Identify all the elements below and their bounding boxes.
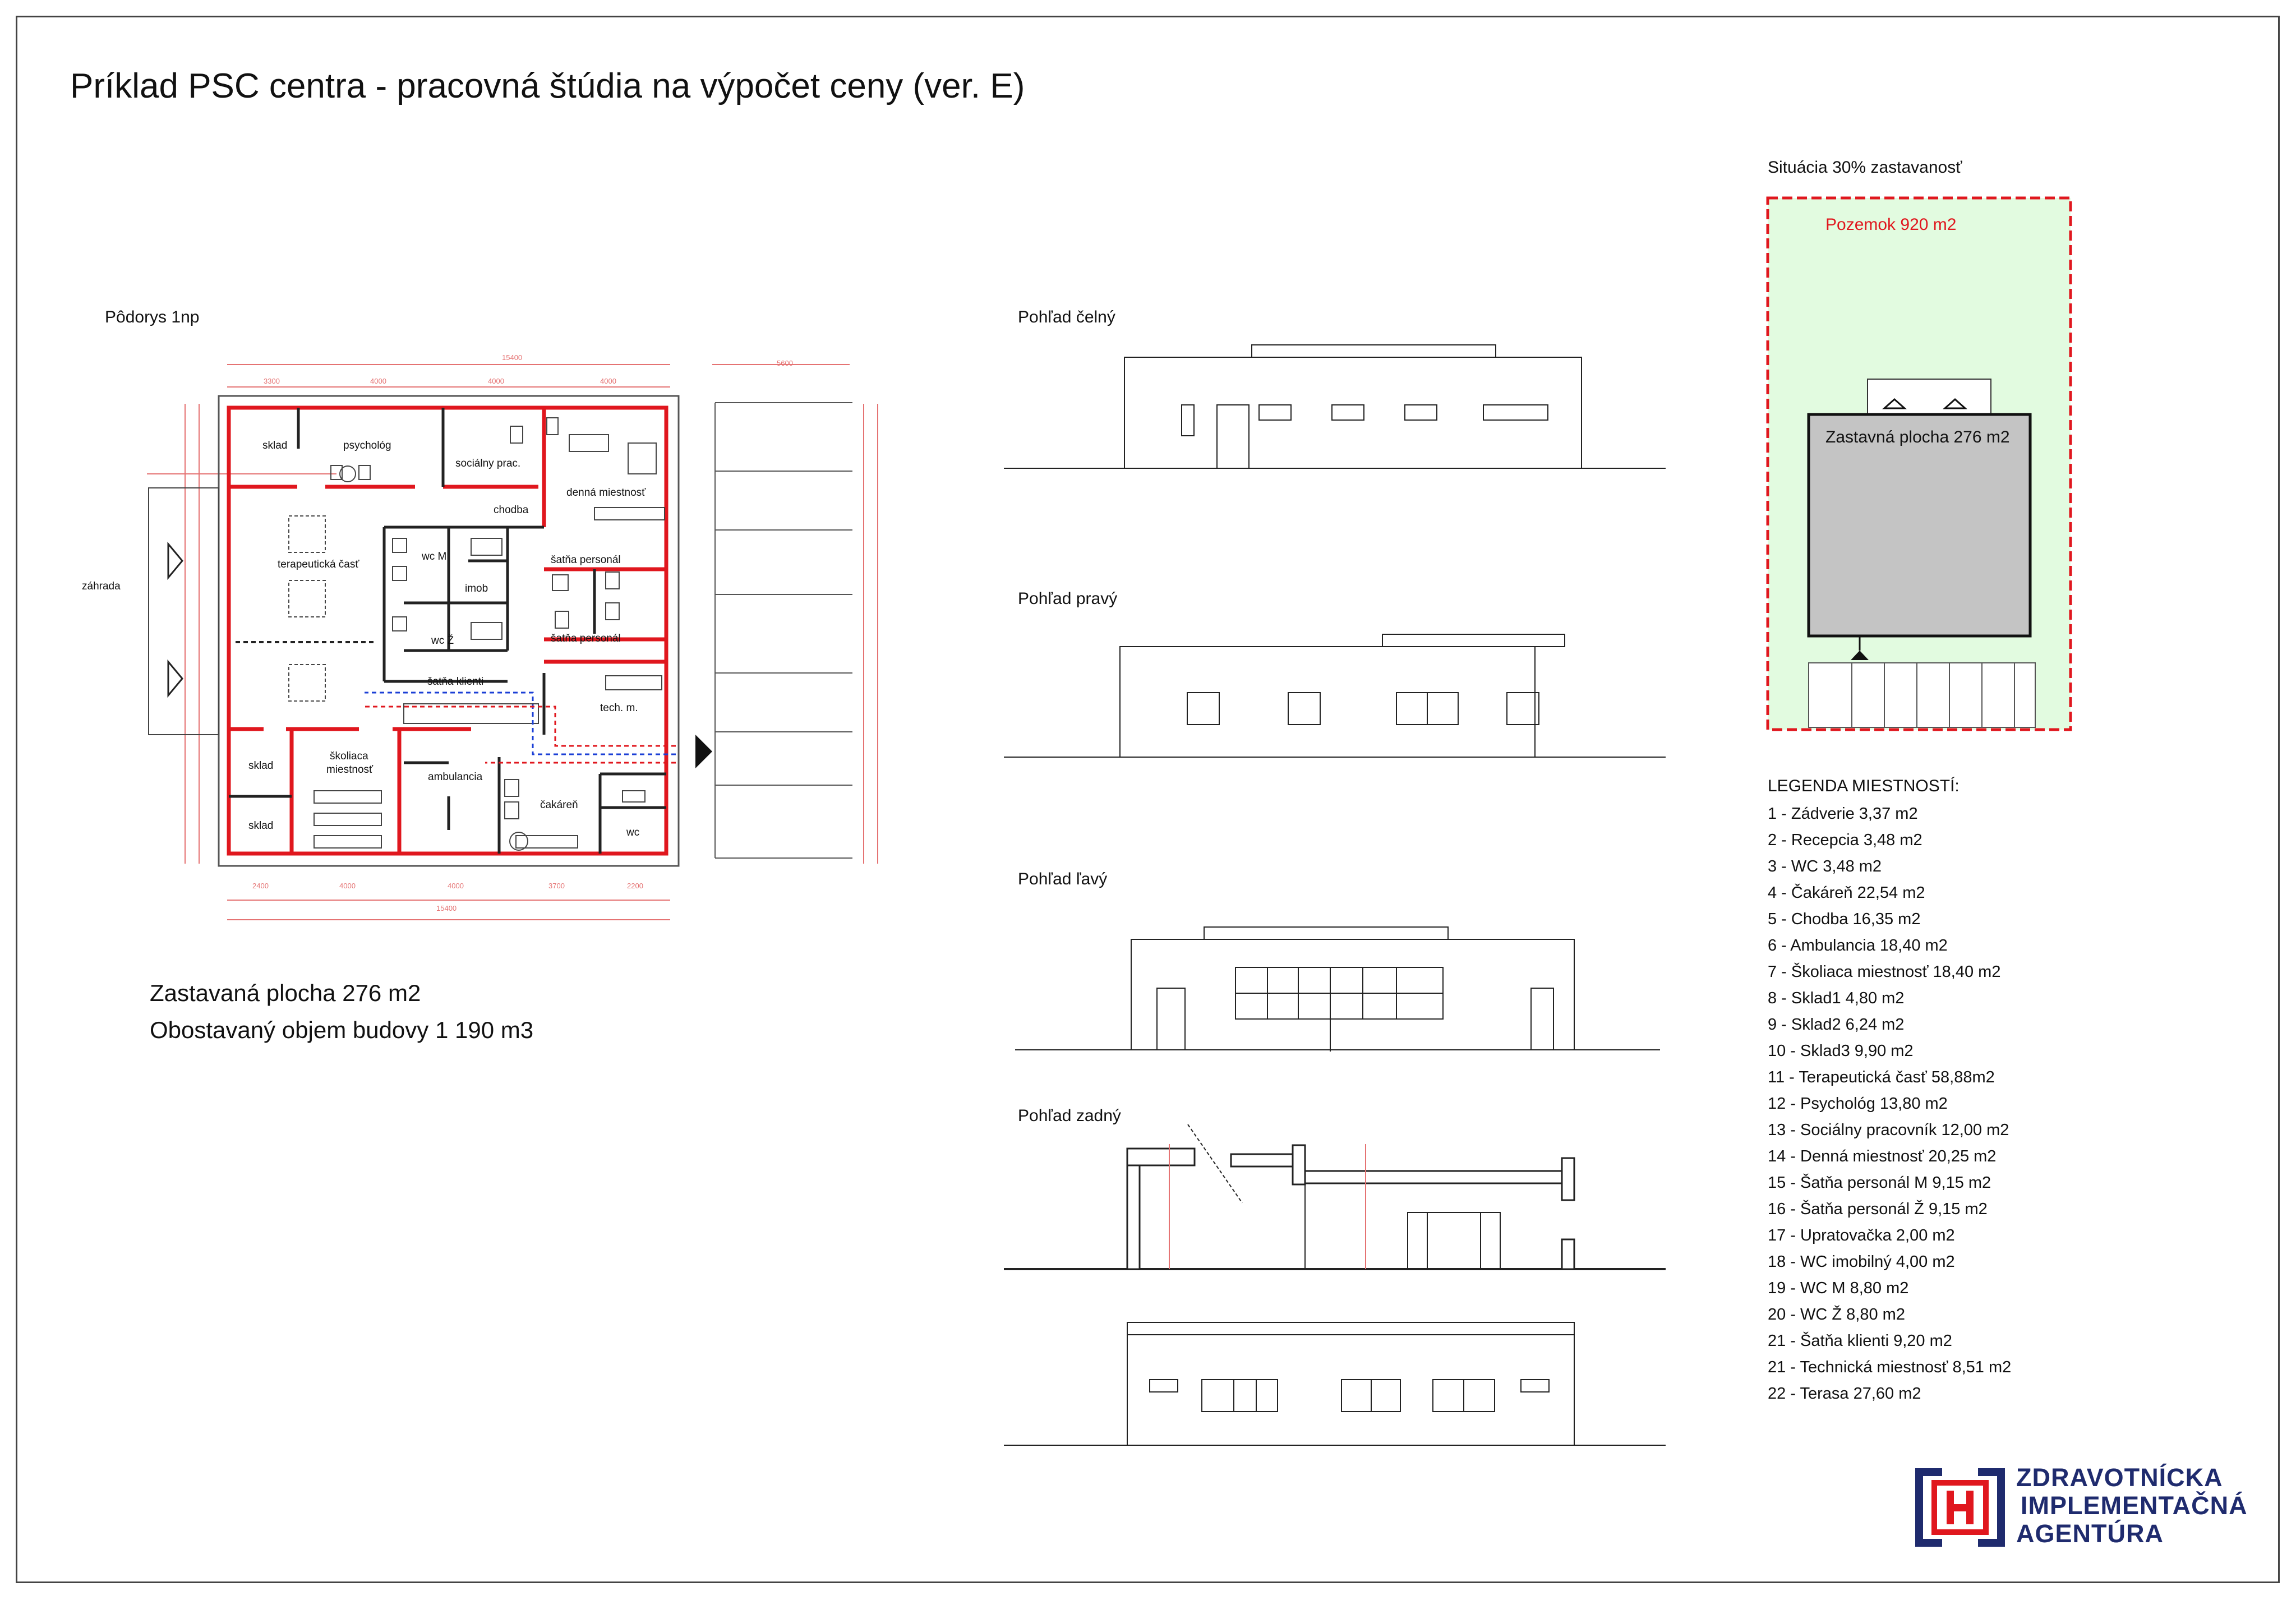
section-view bbox=[1004, 1124, 1666, 1269]
right-elevation bbox=[1004, 634, 1666, 757]
legend-item: 13 - Sociálny pracovník 12,00 m2 bbox=[1768, 1121, 2009, 1139]
room-label-tech: tech. m. bbox=[600, 702, 638, 714]
legend-item: 20 - WC Ž 8,80 m2 bbox=[1768, 1306, 1905, 1324]
legend-item: 5 - Chodba 16,35 m2 bbox=[1768, 910, 1921, 928]
dim-bottom-5: 2200 bbox=[627, 882, 643, 890]
legend-item: 15 - Šatňa personál M 9,15 m2 bbox=[1768, 1174, 1991, 1192]
parking-lines bbox=[715, 403, 852, 858]
room-label-ambulancia: ambulancia bbox=[428, 771, 483, 783]
legend-item: 18 - WC imobilný 4,00 m2 bbox=[1768, 1253, 1955, 1271]
legend-item: 10 - Sklad3 9,90 m2 bbox=[1768, 1042, 1914, 1060]
logo-line-3: AGENTÚRA bbox=[2016, 1519, 2164, 1548]
logo-line-1: ZDRAVOTNÍCKA bbox=[2016, 1463, 2223, 1492]
plot-label: Pozemok 920 m2 bbox=[1825, 215, 1957, 234]
site-plan bbox=[1768, 198, 2071, 730]
room-label-wc-z: wc Ž bbox=[431, 635, 454, 647]
back-elevation bbox=[1004, 1322, 1666, 1445]
legend-item: 3 - WC 3,48 m2 bbox=[1768, 857, 1882, 875]
room-label-cakaren: čakáreň bbox=[540, 799, 578, 811]
legend-item: 17 - Upratovačka 2,00 m2 bbox=[1768, 1226, 1955, 1244]
built-area-label: Zastavná plocha 276 m2 bbox=[1825, 428, 2010, 446]
walls-interior bbox=[229, 408, 666, 854]
room-label-satna-1: šatňa personál bbox=[551, 554, 621, 566]
legend-item: 12 - Psychológ 13,80 m2 bbox=[1768, 1095, 1948, 1113]
volume-text: Obostavaný objem budovy 1 190 m3 bbox=[150, 1017, 534, 1043]
legend-item: 6 - Ambulancia 18,40 m2 bbox=[1768, 937, 1948, 955]
elevations bbox=[1004, 345, 1666, 1445]
legend-item: 2 - Recepcia 3,48 m2 bbox=[1768, 831, 1922, 849]
room-label-imob: imob bbox=[465, 583, 488, 594]
dim-total-top: 15400 bbox=[502, 353, 523, 362]
view-label-right: Pohľad pravý bbox=[1018, 589, 1118, 608]
dim-bottom-1: 2400 bbox=[252, 882, 269, 890]
legend-item: 21 - Technická miestnosť 8,51 m2 bbox=[1768, 1358, 2012, 1376]
dim-bottom-3: 4000 bbox=[448, 882, 464, 890]
view-label-left: Pohľad ľavý bbox=[1018, 870, 1108, 888]
room-label-skoliaca-2: miestnosť bbox=[326, 764, 374, 776]
dim-top-1: 3300 bbox=[264, 377, 280, 385]
room-label-satna-klienti: šatňa klienti bbox=[427, 676, 484, 688]
agency-logo-icon bbox=[1915, 1468, 2005, 1547]
legend-item: 4 - Čakáreň 22,54 m2 bbox=[1768, 884, 1925, 902]
room-label-terapeuticka: terapeutická časť bbox=[278, 559, 359, 570]
legend-item: 11 - Terapeutická časť 58,88m2 bbox=[1768, 1068, 1995, 1086]
room-label-wc-m: wc M bbox=[422, 551, 447, 562]
dim-top-4: 4000 bbox=[600, 377, 616, 385]
dim-bottom-2: 4000 bbox=[339, 882, 356, 890]
legend-item: 21 - Šatňa klienti 9,20 m2 bbox=[1768, 1332, 1952, 1350]
legend-item: 1 - Zádverie 3,37 m2 bbox=[1768, 805, 1918, 823]
legend-item: 8 - Sklad1 4,80 m2 bbox=[1768, 989, 1905, 1007]
site-heading: Situácia 30% zastavanosť bbox=[1768, 158, 1962, 177]
legend-item: 19 - WC M 8,80 m2 bbox=[1768, 1279, 1909, 1297]
legend-title: LEGENDA MIESTNOSTÍ: bbox=[1768, 777, 1960, 795]
room-label-chodba: chodba bbox=[494, 504, 529, 516]
dimension-lines bbox=[147, 365, 878, 920]
front-elevation bbox=[1004, 345, 1666, 468]
legend-item: 22 - Terasa 27,60 m2 bbox=[1768, 1385, 1921, 1403]
floorplan bbox=[147, 365, 878, 920]
agency-logo-text bbox=[2016, 1464, 2248, 1548]
room-label-socialny: sociálny prac. bbox=[455, 458, 521, 469]
legend-list bbox=[1768, 803, 2011, 1409]
legend-item: 16 - Šatňa personál Ž 9,15 m2 bbox=[1768, 1200, 1988, 1218]
garden-label: záhrada bbox=[82, 580, 121, 592]
room-label-psycholog: psychológ bbox=[343, 440, 391, 451]
dim-total-bottom: 15400 bbox=[436, 904, 457, 912]
logo-line-2: IMPLEMENTAČNÁ bbox=[2021, 1491, 2248, 1520]
legend-item: 7 - Školiaca miestnosť 18,40 m2 bbox=[1768, 963, 2001, 981]
built-area-text: Zastavaná plocha 276 m2 bbox=[150, 980, 421, 1006]
room-label-sklad-mid: sklad bbox=[248, 760, 274, 772]
room-label-satna-2: šatňa personál bbox=[551, 633, 621, 644]
room-label-skoliaca-1: školiaca bbox=[330, 750, 368, 762]
room-label-wc: wc bbox=[626, 827, 640, 838]
room-label-sklad-bot: sklad bbox=[248, 820, 274, 832]
entrance-marker bbox=[695, 735, 712, 768]
room-label-denna: denná miestnosť bbox=[566, 487, 646, 499]
dim-bottom-4: 3700 bbox=[548, 882, 565, 890]
dim-road: 5600 bbox=[777, 359, 793, 367]
view-label-back: Pohľad zadný bbox=[1018, 1106, 1121, 1125]
view-label-front: Pohľad čelný bbox=[1018, 308, 1115, 326]
floorplan-heading: Pôdorys 1np bbox=[105, 308, 200, 326]
legend-item: 14 - Denná miestnosť 20,25 m2 bbox=[1768, 1147, 1997, 1165]
legend-item: 9 - Sklad2 6,24 m2 bbox=[1768, 1016, 1905, 1034]
dim-top-2: 4000 bbox=[370, 377, 386, 385]
page-title: Príklad PSC centra - pracovná štúdia na výpočet ceny (ver. E) bbox=[70, 67, 1025, 105]
dim-top-3: 4000 bbox=[488, 377, 504, 385]
room-label-sklad-top: sklad bbox=[262, 440, 288, 451]
left-elevation bbox=[1015, 927, 1660, 1052]
